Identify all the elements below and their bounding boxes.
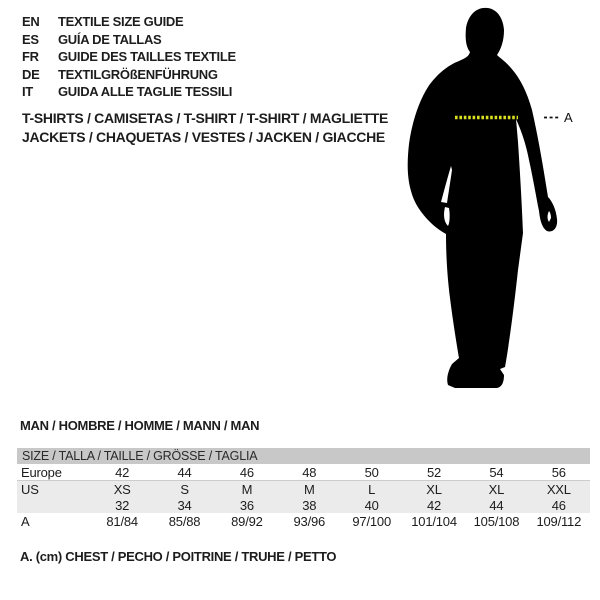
table-cell: XL [426, 481, 442, 497]
table-cell: 93/96 [293, 514, 326, 529]
table-cell: 44 [177, 464, 192, 480]
table-cell: 89/92 [231, 514, 263, 529]
table-cell: 42 [427, 497, 442, 513]
table-cell: 52 [427, 464, 442, 480]
category-line-jackets: JACKETS / CHAQUETAS / VESTES / JACKEN / GIACCHE [22, 129, 385, 145]
table-cell: 97/100 [352, 514, 391, 529]
table-cell: 54 [489, 464, 504, 480]
language-code: ES [22, 31, 39, 47]
man-silhouette-diagram [400, 0, 600, 400]
table-cell: S [180, 481, 189, 497]
language-label: GUIDA ALLE TAGLIE TESSILI [58, 84, 233, 100]
language-row-es [22, 31, 236, 49]
table-cell: 34 [177, 497, 192, 513]
table-row-numeric [17, 497, 590, 513]
table-cell: 46 [551, 497, 566, 513]
language-row-it [22, 83, 236, 101]
row-label: US [21, 481, 39, 497]
table-cell: 40 [364, 497, 379, 513]
table-cell: 32 [115, 497, 130, 513]
row-label: A [21, 514, 30, 529]
table-cell: 46 [239, 464, 254, 480]
table-row-us [17, 481, 590, 497]
table-cell: 109/112 [536, 514, 582, 529]
table-cell: M [303, 481, 315, 497]
table-cell: 48 [302, 464, 317, 480]
language-code: DE [22, 66, 40, 82]
table-row-europe [17, 464, 590, 481]
language-label: GUÍA DE TALLAS [58, 31, 162, 47]
category-heading [22, 109, 388, 147]
language-label: TEXTILGRÖßENFÜHRUNG [58, 66, 218, 82]
language-row-fr [22, 48, 236, 66]
row-label: Europe [21, 464, 62, 480]
language-label: TEXTILE SIZE GUIDE [58, 14, 184, 30]
language-label: GUIDE DES TAILLES TEXTILE [58, 49, 236, 65]
table-cell: 42 [115, 464, 130, 480]
language-code: EN [22, 14, 40, 30]
language-row-de [22, 66, 236, 84]
table-cell: 50 [364, 464, 379, 480]
table-cell: 56 [551, 464, 566, 480]
table-cell: 85/88 [168, 514, 201, 529]
table-cell: 101/104 [411, 514, 457, 529]
table-cell: 44 [489, 497, 504, 513]
table-cell: XS [113, 481, 131, 497]
table-cell: XL [488, 481, 505, 497]
language-row-en [22, 13, 236, 31]
category-line-tshirts: T-SHIRTS / CAMISETAS / T-SHIRT / T-SHIRT / MAGLIETTE [22, 110, 389, 126]
table-cell: 38 [302, 497, 317, 513]
table-cell: L [368, 481, 376, 497]
table-cell: 81/84 [106, 514, 138, 529]
table-cell: M [241, 481, 253, 497]
measure-point-a-label: A [564, 110, 573, 125]
measurement-footnote: A. (cm) CHEST / PECHO / POITRINE / TRUHE / PETTO [20, 549, 337, 564]
language-code: IT [22, 84, 33, 100]
size-table-header-label: SIZE / TALLA / TAILLE / GRÖSSE / TAGLIA [22, 449, 258, 463]
table-row-chest-cm [17, 513, 590, 530]
table-cell: 105/108 [473, 514, 520, 529]
table-cell: 36 [239, 497, 254, 513]
language-code: FR [22, 49, 39, 65]
size-table-header [17, 448, 590, 464]
size-table [17, 448, 590, 530]
language-list [22, 13, 236, 101]
table-cell: XXL [546, 481, 571, 497]
gender-label: MAN / HOMBRE / HOMME / MANN / MAN [20, 418, 260, 433]
man-silhouette [408, 8, 557, 388]
